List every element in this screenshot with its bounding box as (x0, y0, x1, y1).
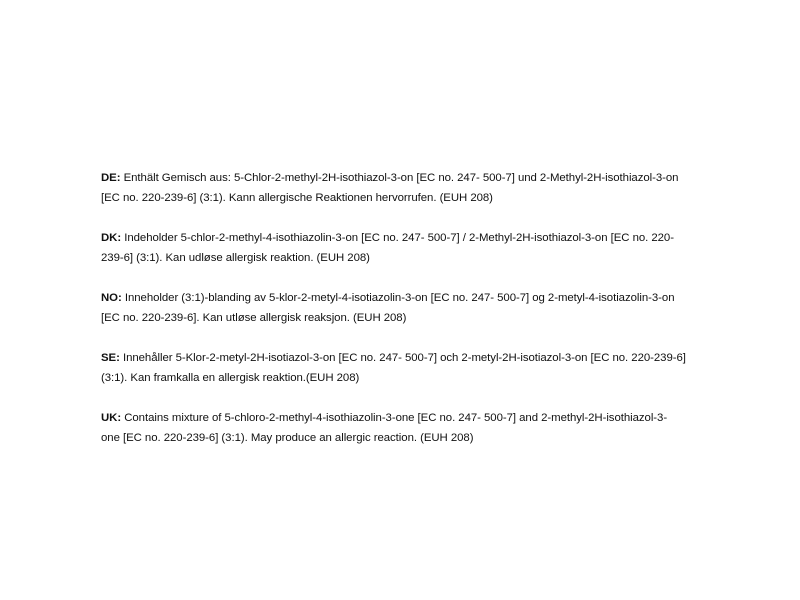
hazard-statements-document (101, 168, 701, 468)
statement-line (101, 348, 701, 368)
statement-line: (3:1). Kan framkalla en allergisk reaktion.(EUH 208) (101, 372, 360, 384)
statement-line (101, 288, 701, 308)
statement-se (101, 348, 701, 388)
language-code: UK: (101, 412, 122, 424)
language-code: SE: (101, 352, 120, 364)
language-code: DK: (101, 232, 122, 244)
language-code: DE: (101, 172, 121, 184)
statement-de (101, 168, 701, 208)
statement-line (101, 408, 701, 428)
statement-text: Enthält Gemisch aus: 5-Chlor-2-methyl-2H-isothiazol-3-on [EC no. 247- 500-7] und 2-Methyl-2H-isothiazol-3-on (120, 172, 679, 184)
statement-line: [EC no. 220-239-6]. Kan utløse allergisk reaksjon. (EUH 208) (101, 312, 407, 324)
statement-line (101, 228, 701, 248)
statement-line (101, 168, 701, 188)
statement-line: [EC no. 220-239-6] (3:1). Kann allergische Reaktionen hervorrufen. (EUH 208) (101, 192, 493, 204)
statement-line: one [EC no. 220-239-6] (3:1). May produce an allergic reaction. (EUH 208) (101, 432, 474, 444)
statement-text: Innehåller 5-Klor-2-metyl-2H-isotiazol-3-on [EC no. 247- 500-7] och 2-metyl-2H-isotiazol-3-on [EC no. 220-239-6] (119, 352, 686, 364)
statement-uk (101, 408, 701, 448)
statement-line: 239-6] (3:1). Kan udløse allergisk reaktion. (EUH 208) (101, 252, 370, 264)
language-code: NO: (101, 292, 122, 304)
statement-dk (101, 228, 701, 268)
statement-text: Contains mixture of 5-chloro-2-methyl-4-isothiazolin-3-one [EC no. 247- 500-7] and 2-methyl-2H-isothiazol-3- (121, 412, 668, 424)
statement-text: Inneholder (3:1)-blanding av 5-klor-2-metyl-4-isotiazolin-3-on [EC no. 247- 500-7] og 2-metyl-4-isotiazolin-3-on (121, 292, 675, 304)
statement-text: Indeholder 5-chlor-2-methyl-4-isothiazolin-3-on [EC no. 247- 500-7] / 2-Methyl-2H-isothiazol-3-on [EC no. 220- (121, 232, 674, 244)
statement-no (101, 288, 701, 328)
